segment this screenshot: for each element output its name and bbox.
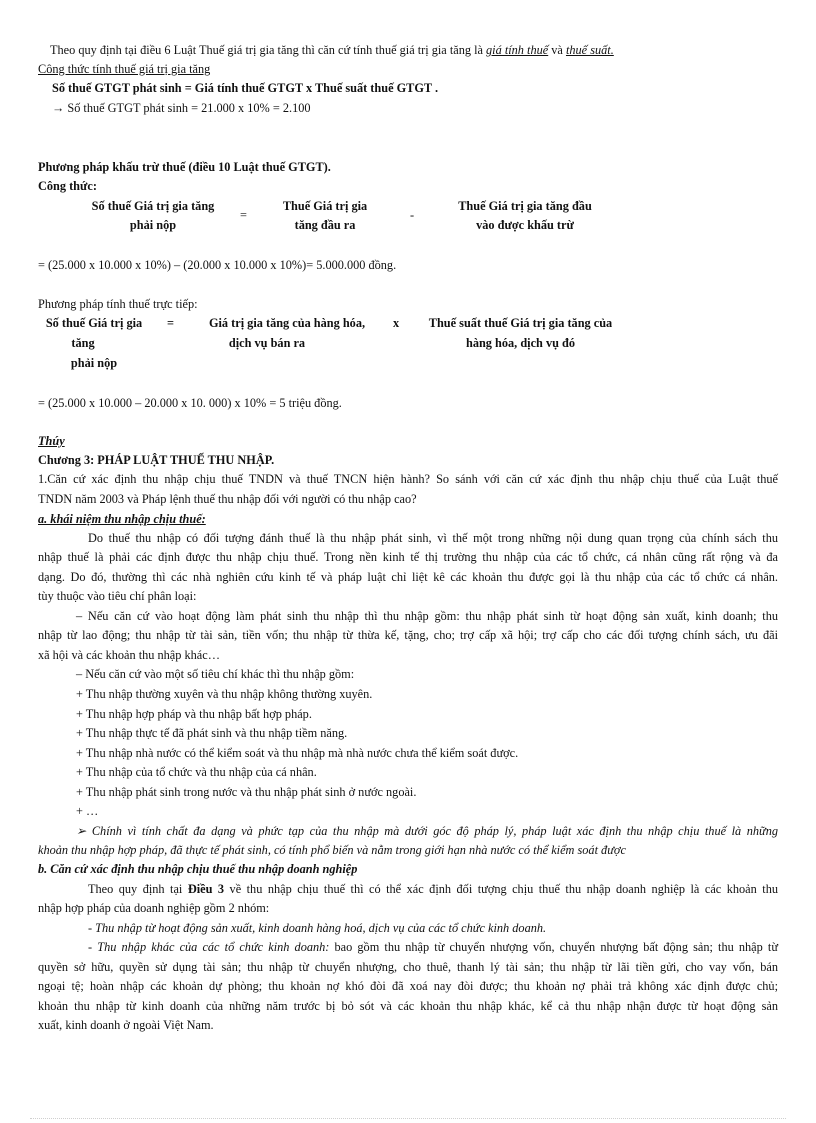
para-b-text: về thu nhập chịu thuế thì có thể xác định đối tượng chịu thuế thu nhập doanh nghiệp là các khoản thu (224, 882, 778, 896)
para-b-line-2: nhập hợp pháp của doanh nghiệp gồm 2 nhóm: (38, 901, 270, 915)
plus-item: + Thu nhập nhà nước có thể kiểm soát và thu nhập mà nhà nước chưa thể kiểm soát được. (76, 746, 519, 760)
deduction-cong-thuc: Công thức: (38, 179, 97, 193)
dash-item-2: – Nếu căn cứ vào một số tiêu chí khác thì thu nhập gồm: (76, 667, 355, 681)
para-a-line: tùy thuộc vào tiêu chí phân loại: (38, 589, 197, 603)
direct-right-1: Thuế suất thuế Giá trị gia tăng của (428, 316, 613, 330)
deduction-minus: - (410, 208, 415, 222)
plus-item: + Thu nhập của tổ chức và thu nhập của cá nhân. (76, 765, 317, 779)
para-a-line: Do thuế thu nhập có đối tượng đánh thuế là thu nhập phát sinh, vì thế một trong những nội dung quan trọng của chính sách thu (88, 531, 778, 545)
dash-item-line: nhập từ lao động; thu nhập từ tài sản, tiền vốn; thu nhập từ thừa kế, tặng, cho; trợ cấp xã hội; trợ cấp cho các đối tượng chính sách, ưu đãi (38, 628, 778, 642)
plus-item: + Thu nhập phát sinh trong nước và thu nhập phát sinh ở nước ngoài. (76, 785, 417, 799)
deduction-left-2: phải nộp (129, 218, 177, 232)
direct-times: x (393, 316, 400, 330)
para-b-article: Điều 3 (187, 882, 225, 896)
chapter-title: Chương 3: PHÁP LUẬT THUẾ THU NHẬP. (38, 453, 275, 467)
para-a-line: nhập thuế là phải các định được thu nhập chịu thuế. Trong nền kinh tế thị trường thu nhập của các tổ chức, cá nhân cũng rất rộng và đa (38, 550, 778, 564)
deduction-equals: = (240, 208, 247, 222)
direct-mid-1: Giá trị gia tăng của hàng hóa, (208, 316, 366, 330)
para-b-rest-line: quyền sở hữu, quyền sử dụng tài sản; thu nhập từ chuyển nhượng, cho thuê, thanh lý tài sản; thu nhập từ lãi tiền gửi, cho vay vốn, bán (38, 960, 778, 974)
formula-heading: Công thức tính thuế giá trị gia tăng (38, 62, 211, 76)
direct-left-3: phải nộp (70, 356, 118, 370)
plus-item: + Thu nhập hợp pháp và thu nhập bất hợp pháp. (76, 707, 312, 721)
arrow-para-line: khoản thu nhập hợp pháp, đã thực tế phát sinh, có tính phổ biến và nằm trong giới hạn nhà nước có thể kiểm soát được (38, 843, 626, 857)
intro-conj: và (548, 43, 566, 57)
page-bottom-divider (30, 1118, 786, 1119)
intro-text: Theo quy định tại điều 6 Luật Thuế giá trị gia tăng thì căn cứ tính thuế giá trị gia tăng là (50, 43, 487, 57)
para-b-text: bao gồm thu nhập từ chuyển nhượng vốn, chuyển nhượng bất động sản; thu nhập từ (329, 940, 778, 954)
para-b-line-1 (88, 882, 778, 897)
intro-term-gia-tinh-thue: giá tính thuế (486, 43, 549, 57)
direct-result: = (25.000 x 10.000 – 20.000 x 10. 000) x 10% = 5 triệu đồng. (38, 396, 342, 410)
para-b-text: Theo quy định tại (88, 882, 188, 896)
section-a-heading: a. khái niệm thu nhập chịu thuế: (38, 512, 206, 526)
para-b-line-4 (88, 940, 778, 955)
section-b-heading: b. Căn cứ xác định thu nhập chịu thuế thu nhập doanh nghiệp (38, 862, 358, 876)
dash-item-line: – Nếu căn cứ vào hoạt động làm phát sinh thu nhập thì thu nhập gồm: thu nhập phát sinh từ hoạt động sản xuất, kinh doanh; thu (76, 609, 778, 623)
question-line-2: TNDN năm 2003 và Pháp lệnh thuế thu nhập đối với người có thu nhập cao? (38, 492, 417, 506)
deduction-right-2: vào được khấu trừ (476, 218, 574, 232)
direct-equals: = (167, 316, 175, 330)
deduction-right-1: Thuế Giá trị gia tăng đầu (458, 199, 592, 213)
direct-left-2: tăng (71, 336, 95, 350)
formula-line: Số thuế GTGT phát sinh = Giá tính thuế GTGT x Thuế suất thuế GTGT . (52, 81, 439, 95)
intro-term-thue-suat: thuế suất. (565, 43, 614, 57)
deduction-result: = (25.000 x 10.000 x 10%) – (20.000 x 10.000 x 10%)= 5.000.000 đồng. (38, 258, 397, 272)
deduction-mid-2: tăng đầu ra (294, 218, 356, 232)
direct-right-2: hàng hóa, dịch vụ đó (465, 336, 575, 350)
para-b-rest-line: ngoại tệ; hoàn nhập các khoản dự phòng; thu khoản nợ khó đòi đã xoá nay đòi được; thu khoản nợ phải trả không xác định được chủ; (38, 979, 778, 993)
direct-left-1: Số thuế Giá trị gia (45, 316, 143, 330)
deduction-mid-1: Thuế Giá trị gia (282, 199, 368, 213)
intro-paragraph (50, 43, 614, 58)
para-b-line-3: - Thu nhập từ hoạt động sản xuất, kinh doanh hàng hoá, dịch vụ của các tổ chức kinh doanh. (88, 921, 547, 935)
arrow-para-line: ➢ Chính vì tính chất đa dạng và phức tạp của thu nhập mà dưới góc độ pháp lý, pháp luật xác định thu nhập chịu thuế là những (76, 824, 778, 838)
question-line-1: 1.Căn cứ xác định thu nhập chịu thuế TNDN và thuế TNCN hiện hành? So sánh với căn cứ xác định thu nhập chịu thuế của Luật thuế (38, 472, 778, 486)
para-b-other-income: - Thu nhập khác của các tổ chức kinh doanh: (88, 940, 330, 954)
calc-line: → Số thuế GTGT phát sinh = 21.000 x 10% = 2.100 (52, 101, 311, 115)
direct-heading: Phương pháp tính thuế trực tiếp: (38, 297, 198, 311)
plus-item: + Thu nhập thực tế đã phát sinh và thu nhập tiềm năng. (76, 726, 348, 740)
deduction-heading: Phương pháp khấu trừ thuế (điều 10 Luật thuế GTGT). (38, 160, 331, 174)
plus-item: + Thu nhập thường xuyên và thu nhập không thường xuyên. (76, 687, 373, 701)
deduction-left-1: Số thuế Giá trị gia tăng (91, 199, 215, 213)
para-b-rest-line: khoản thu nhập từ kinh doanh của những năm trước bị bỏ sót và các khoản thu nhập khác, kể cả thu nhập nhận được từ hoạt động sản (38, 999, 778, 1013)
direct-mid-2: dịch vụ bán ra (228, 336, 306, 350)
para-a-line: dạng. Do đó, thường thì các nhà nghiên cứu kinh tế và pháp luật chỉ liệt kê các khoản thu được gọi là thu nhập của các tổ chức cá nhân. (38, 570, 778, 584)
author-note: Thúy (38, 434, 65, 448)
para-b-rest-line: xuất, kinh doanh ở ngoài Việt Nam. (38, 1018, 214, 1032)
dash-item-line: xã hội và các khoản thu nhập khác… (38, 648, 220, 662)
plus-item: + … (76, 804, 99, 818)
